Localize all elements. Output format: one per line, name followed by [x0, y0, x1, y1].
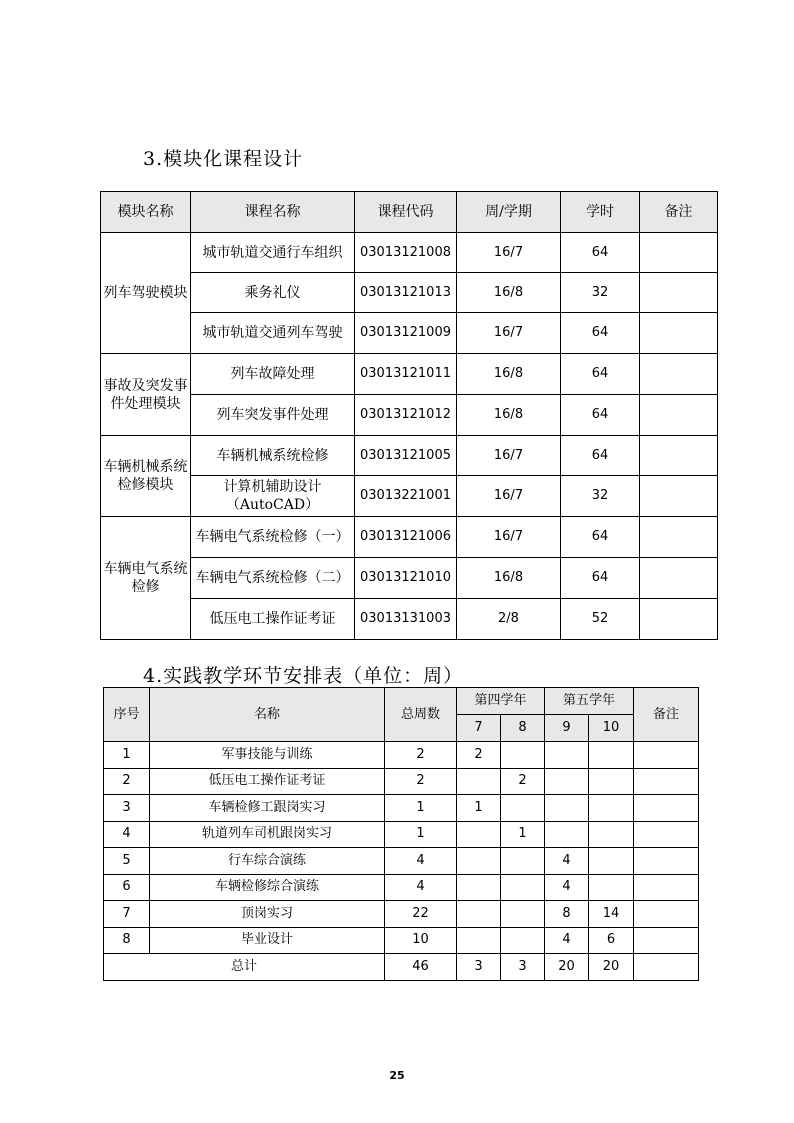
- table-row: [104, 901, 699, 928]
- course-note: [640, 273, 718, 313]
- header-course-code: 课程代码: [355, 192, 457, 233]
- table-row: [104, 821, 699, 848]
- row-seq: 5: [104, 848, 150, 875]
- header-term-7: 7: [457, 715, 501, 742]
- row-total-weeks: 4: [385, 874, 457, 901]
- course-note: [640, 558, 718, 599]
- row-term-7: [457, 768, 501, 795]
- course-code: 03013121011: [355, 354, 457, 395]
- total-weeks: 46: [385, 954, 457, 981]
- course-name: 城市轨道交通行车组织: [191, 233, 355, 273]
- course-hours: 64: [561, 233, 640, 273]
- header-seq: 序号: [104, 688, 150, 742]
- course-code: 03013121006: [355, 517, 457, 558]
- course-term: 2/8: [457, 599, 561, 640]
- total-term-9: 20: [545, 954, 589, 981]
- header-note: 备注: [640, 192, 718, 233]
- course-term: 16/7: [457, 233, 561, 273]
- row-note: [634, 768, 699, 795]
- row-note: [634, 874, 699, 901]
- course-note: [640, 313, 718, 354]
- row-term-10: [589, 795, 634, 822]
- row-term-9: [545, 821, 589, 848]
- table-row: [104, 874, 699, 901]
- row-term-9: 4: [545, 927, 589, 954]
- table-row: [104, 795, 699, 822]
- course-term: 16/7: [457, 313, 561, 354]
- row-term-7: 1: [457, 795, 501, 822]
- header-hours: 学时: [561, 192, 640, 233]
- row-term-7: 2: [457, 742, 501, 769]
- course-name: 低压电工操作证考证: [191, 599, 355, 640]
- row-term-8: [501, 848, 545, 875]
- course-term: 16/8: [457, 395, 561, 436]
- course-note: [640, 354, 718, 395]
- total-note: [634, 954, 699, 981]
- row-term-10: [589, 768, 634, 795]
- row-note: [634, 848, 699, 875]
- course-hours: 64: [561, 558, 640, 599]
- row-term-7: [457, 874, 501, 901]
- row-seq: 3: [104, 795, 150, 822]
- table-header-row: [101, 192, 718, 233]
- course-code: 03013121012: [355, 395, 457, 436]
- row-seq: 1: [104, 742, 150, 769]
- total-label: 总计: [104, 954, 385, 981]
- course-note: [640, 233, 718, 273]
- course-hours: 64: [561, 354, 640, 395]
- header-term-10: 10: [589, 715, 634, 742]
- row-term-10: [589, 821, 634, 848]
- row-term-10: [589, 742, 634, 769]
- row-term-10: [589, 874, 634, 901]
- course-code: 03013121009: [355, 313, 457, 354]
- row-term-8: [501, 795, 545, 822]
- course-hours: 32: [561, 476, 640, 517]
- section-3-heading: 3.模块化课程设计: [143, 148, 304, 170]
- header-term-9: 9: [545, 715, 589, 742]
- course-name: 列车故障处理: [191, 354, 355, 395]
- row-seq: 8: [104, 927, 150, 954]
- course-term: 16/7: [457, 476, 561, 517]
- table-row: [101, 313, 718, 354]
- row-name: 车辆检修工跟岗实习: [150, 795, 385, 822]
- row-total-weeks: 1: [385, 795, 457, 822]
- row-seq: 6: [104, 874, 150, 901]
- row-term-9: 4: [545, 848, 589, 875]
- row-term-8: 1: [501, 821, 545, 848]
- table-row: [101, 476, 718, 517]
- module-name: 列车驾驶模块: [101, 233, 191, 354]
- course-note: [640, 599, 718, 640]
- header-term-8: 8: [501, 715, 545, 742]
- course-hours: 52: [561, 599, 640, 640]
- course-code: 03013121005: [355, 436, 457, 476]
- row-note: [634, 821, 699, 848]
- header-total-weeks: 总周数: [385, 688, 457, 742]
- total-term-7: 3: [457, 954, 501, 981]
- course-hours: 64: [561, 313, 640, 354]
- course-name: 计算机辅助设计（AutoCAD）: [191, 476, 355, 517]
- course-note: [640, 476, 718, 517]
- table-row: [101, 599, 718, 640]
- row-name: 军事技能与训练: [150, 742, 385, 769]
- course-hours: 32: [561, 273, 640, 313]
- row-note: [634, 795, 699, 822]
- course-name: 车辆电气系统检修（一）: [191, 517, 355, 558]
- row-name: 车辆检修综合演练: [150, 874, 385, 901]
- table-row: [101, 517, 718, 558]
- row-name: 毕业设计: [150, 927, 385, 954]
- row-term-8: [501, 742, 545, 769]
- table-row: [101, 558, 718, 599]
- course-term: 16/7: [457, 436, 561, 476]
- course-code: 03013221001: [355, 476, 457, 517]
- total-term-10: 20: [589, 954, 634, 981]
- table-row: [104, 927, 699, 954]
- row-seq: 4: [104, 821, 150, 848]
- row-seq: 7: [104, 901, 150, 928]
- course-note: [640, 436, 718, 476]
- total-row: [104, 954, 699, 981]
- row-total-weeks: 2: [385, 742, 457, 769]
- header-year-5: 第五学年: [545, 688, 634, 715]
- table-row: [104, 848, 699, 875]
- header-year-4: 第四学年: [457, 688, 545, 715]
- modular-course-table: [100, 191, 718, 640]
- row-term-9: 4: [545, 874, 589, 901]
- module-name: 事故及突发事件处理模块: [101, 354, 191, 436]
- row-total-weeks: 2: [385, 768, 457, 795]
- course-note: [640, 517, 718, 558]
- row-note: [634, 742, 699, 769]
- course-name: 城市轨道交通列车驾驶: [191, 313, 355, 354]
- row-term-7: [457, 821, 501, 848]
- course-term: 16/8: [457, 273, 561, 313]
- row-total-weeks: 22: [385, 901, 457, 928]
- table-row: [104, 742, 699, 769]
- row-term-7: [457, 848, 501, 875]
- course-hours: 64: [561, 436, 640, 476]
- row-name: 顶岗实习: [150, 901, 385, 928]
- table-row: [101, 354, 718, 395]
- row-term-8: 2: [501, 768, 545, 795]
- course-name: 乘务礼仪: [191, 273, 355, 313]
- practice-schedule-table: [103, 687, 699, 981]
- table-header-row: [104, 688, 699, 715]
- table-row: [101, 395, 718, 436]
- course-code: 03013121013: [355, 273, 457, 313]
- row-total-weeks: 1: [385, 821, 457, 848]
- row-term-10: 14: [589, 901, 634, 928]
- module-name: 车辆机械系统检修模块: [101, 436, 191, 517]
- total-term-8: 3: [501, 954, 545, 981]
- course-name: 车辆机械系统检修: [191, 436, 355, 476]
- page-number: 25: [389, 1069, 405, 1082]
- row-term-8: [501, 874, 545, 901]
- row-term-9: [545, 795, 589, 822]
- header-note: 备注: [634, 688, 699, 742]
- row-term-9: 8: [545, 901, 589, 928]
- table-row: [101, 273, 718, 313]
- course-code: 03013121010: [355, 558, 457, 599]
- row-term-7: [457, 901, 501, 928]
- course-term: 16/8: [457, 558, 561, 599]
- course-code: 03013121008: [355, 233, 457, 273]
- row-term-10: 6: [589, 927, 634, 954]
- course-term: 16/7: [457, 517, 561, 558]
- row-name: 低压电工操作证考证: [150, 768, 385, 795]
- row-total-weeks: 10: [385, 927, 457, 954]
- course-name: 列车突发事件处理: [191, 395, 355, 436]
- row-name: 轨道列车司机跟岗实习: [150, 821, 385, 848]
- course-hours: 64: [561, 395, 640, 436]
- header-week-term: 周/学期: [457, 192, 561, 233]
- course-note: [640, 395, 718, 436]
- row-name: 行车综合演练: [150, 848, 385, 875]
- table-row: [101, 436, 718, 476]
- row-term-8: [501, 901, 545, 928]
- header-name: 名称: [150, 688, 385, 742]
- header-module-name: 模块名称: [101, 192, 191, 233]
- course-code: 03013131003: [355, 599, 457, 640]
- row-seq: 2: [104, 768, 150, 795]
- row-term-7: [457, 927, 501, 954]
- row-term-9: [545, 768, 589, 795]
- table-row: [101, 233, 718, 273]
- row-term-8: [501, 927, 545, 954]
- course-hours: 64: [561, 517, 640, 558]
- section-4-heading: 4.实践教学环节安排表（单位：周）: [143, 665, 464, 687]
- header-course-name: 课程名称: [191, 192, 355, 233]
- row-total-weeks: 4: [385, 848, 457, 875]
- row-note: [634, 927, 699, 954]
- row-term-9: [545, 742, 589, 769]
- table-row: [104, 768, 699, 795]
- course-name: 车辆电气系统检修（二）: [191, 558, 355, 599]
- module-name: 车辆电气系统检修: [101, 517, 191, 640]
- course-term: 16/8: [457, 354, 561, 395]
- row-term-10: [589, 848, 634, 875]
- row-note: [634, 901, 699, 928]
